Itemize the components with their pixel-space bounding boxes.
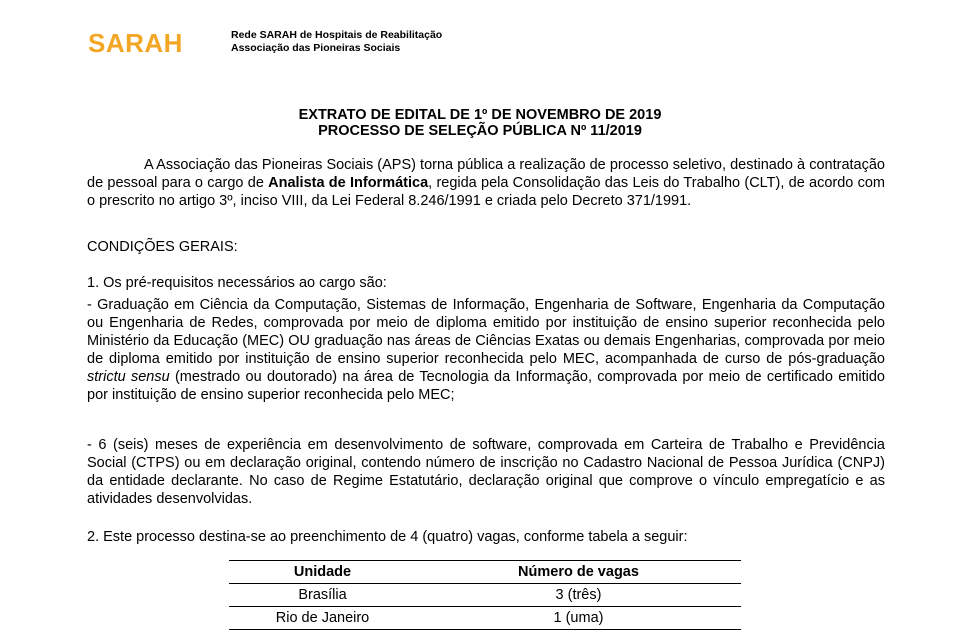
- table-header-row: [229, 561, 741, 584]
- item-2: 2. Este processo destina-se ao preenchimento de 4 (quatro) vagas, conforme tabela a seguir:: [87, 529, 688, 545]
- organization-name: [231, 29, 491, 55]
- education-text-2: (mestrado ou doutorado) na área de Tecnologia da Informação, comprovada por meio de certificado emitido por instituição de ensino superior reconhecida pelo MEC;: [87, 369, 885, 403]
- intro-paragraph: [87, 156, 885, 210]
- table-row: [229, 607, 741, 630]
- document-title: [0, 107, 960, 139]
- education-italic: strictu sensu: [87, 369, 170, 385]
- education-text-1: - Graduação em Ciência da Computação, Sistemas de Informação, Engenharia de Software, Engenharia da Computação ou Engenharia de Redes, comprovada por meio de diploma emitido por instituição de ensino superior reconhecida pelo Ministério da Educação (MEC) OU graduação nas áreas de Ciências Exatas ou demais Engenharias, comprovada por meio de diploma emitido por instituição de ensino superior reconhecida pelo MEC, acompanhada de curso de pós-graduação: [87, 297, 885, 367]
- title-line-2: PROCESSO DE SELEÇÃO PÚBLICA Nº 11/2019: [318, 123, 642, 139]
- intro-text-1: A Associação das Pioneiras Sociais (APS) torna pública a realização de processo seletivo, destinado à contratação de pessoal para o cargo de: [87, 157, 885, 191]
- header-vacancies: Número de vagas: [416, 561, 741, 584]
- item-1: 1. Os pré-requisitos necessários ao cargo são:: [87, 275, 387, 291]
- table-row: [229, 584, 741, 607]
- sarah-logo: SARAH: [88, 28, 183, 58]
- vacancies-table: [229, 560, 741, 630]
- org-line-1: Rede SARAH de Hospitais de Reabilitação: [231, 29, 443, 41]
- requirement-experience: - 6 (seis) meses de experiência em desenvolvimento de software, comprovada em Carteira de Trabalho e Previdência Social (CTPS) ou em declaração original, contendo número de inscrição no Cadastro Nacional de Pessoa Jurídica (CNPJ) da entidade declarante. No caso de Regime Estatutário, declaração original que comprove o vínculo empregatício e as atividades desenvolvidas.: [87, 437, 885, 507]
- role-name: Analista de Informática: [268, 175, 429, 191]
- intro-text-2: , regida pela Consolidação das Leis do Trabalho (CLT), de acordo com o prescrito no artigo 3º, inciso VIII, da Lei Federal 8.246/1991 e criada pelo Decreto 371/1991.: [87, 175, 886, 209]
- requirement-education: [87, 296, 885, 404]
- org-line-2: Associação das Pioneiras Sociais: [231, 42, 401, 54]
- unit-cell: Brasília: [229, 584, 416, 607]
- header-unit: Unidade: [229, 561, 416, 584]
- vacancies-cell: 3 (três): [416, 584, 741, 607]
- vacancies-cell: 1 (uma): [416, 607, 741, 630]
- conditions-heading: CONDIÇÕES GERAIS:: [87, 239, 238, 255]
- title-line-1: EXTRATO DE EDITAL DE 1º DE NOVEMBRO DE 2019: [298, 107, 662, 123]
- unit-cell: Rio de Janeiro: [229, 607, 416, 630]
